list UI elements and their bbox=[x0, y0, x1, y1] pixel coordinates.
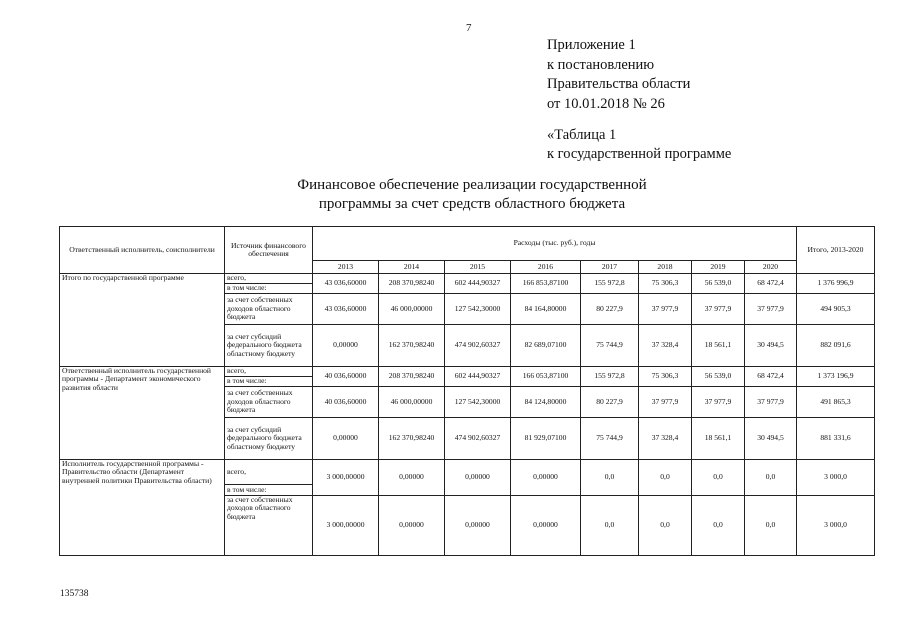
appendix-line: Приложение 1 bbox=[547, 37, 636, 53]
value-cell: 75 306,3 bbox=[639, 367, 692, 387]
value-cell: 0,0 bbox=[745, 460, 797, 496]
value-cell: 84 124,80000 bbox=[511, 387, 581, 418]
appendix-block bbox=[547, 36, 690, 114]
value-cell: 37 977,9 bbox=[639, 294, 692, 325]
value-cell: 155 972,8 bbox=[581, 274, 639, 294]
value-cell: 75 744,9 bbox=[581, 325, 639, 367]
value-cell: 166 053,87100 bbox=[511, 367, 581, 387]
appendix-line: от 10.01.2018 № 26 bbox=[547, 95, 665, 112]
value-cell: 68 472,4 bbox=[745, 367, 797, 387]
value-cell: 162 370,98240 bbox=[379, 418, 445, 460]
value-cell: 56 539,0 bbox=[692, 367, 745, 387]
value-cell: 3 000,0 bbox=[797, 496, 875, 556]
value-cell: 37 328,4 bbox=[639, 325, 692, 367]
value-cell: 82 689,07100 bbox=[511, 325, 581, 367]
value-cell: 80 227,9 bbox=[581, 294, 639, 325]
value-cell: 40 036,60000 bbox=[313, 367, 379, 387]
value-cell: 46 000,00000 bbox=[379, 294, 445, 325]
value-cell: 0,00000 bbox=[511, 496, 581, 556]
value-cell: 3 000,00000 bbox=[313, 460, 379, 496]
value-cell: 0,00000 bbox=[379, 460, 445, 496]
value-cell: 18 561,1 bbox=[692, 325, 745, 367]
header-expenses: Расходы (тыс. руб.), годы bbox=[313, 227, 797, 261]
financing-table bbox=[59, 226, 875, 556]
value-cell: 81 929,07100 bbox=[511, 418, 581, 460]
header-year: 2018 bbox=[639, 261, 692, 274]
value-cell: 0,0 bbox=[581, 460, 639, 496]
value-cell: 0,00000 bbox=[313, 325, 379, 367]
table-reference bbox=[547, 126, 731, 164]
value-cell: 494 905,3 bbox=[797, 294, 875, 325]
value-cell: 37 977,9 bbox=[692, 387, 745, 418]
source-cell: в том числе: bbox=[225, 284, 313, 294]
value-cell: 80 227,9 bbox=[581, 387, 639, 418]
value-cell: 30 494,5 bbox=[745, 418, 797, 460]
executor-cell: Итого по государственной программе bbox=[60, 274, 225, 367]
value-cell: 0,00000 bbox=[313, 418, 379, 460]
header-year: 2019 bbox=[692, 261, 745, 274]
source-cell: всего, bbox=[225, 274, 313, 284]
value-cell: 208 370,98240 bbox=[379, 367, 445, 387]
value-cell: 127 542,30000 bbox=[445, 294, 511, 325]
source-cell: за счет собственных доходов областного бюджета bbox=[225, 496, 313, 556]
document-code: 135738 bbox=[60, 589, 89, 599]
value-cell: 0,0 bbox=[581, 496, 639, 556]
value-cell: 208 370,98240 bbox=[379, 274, 445, 294]
value-cell: 0,00000 bbox=[379, 496, 445, 556]
value-cell: 0,00000 bbox=[445, 460, 511, 496]
header-year: 2016 bbox=[511, 261, 581, 274]
value-cell: 40 036,60000 bbox=[313, 387, 379, 418]
value-cell: 0,0 bbox=[692, 460, 745, 496]
value-cell: 0,00000 bbox=[511, 460, 581, 496]
value-cell: 75 306,3 bbox=[639, 274, 692, 294]
value-cell: 166 853,87100 bbox=[511, 274, 581, 294]
source-cell: в том числе: bbox=[225, 377, 313, 387]
value-cell: 3 000,0 bbox=[797, 460, 875, 496]
value-cell: 43 036,60000 bbox=[313, 274, 379, 294]
value-cell: 75 744,9 bbox=[581, 418, 639, 460]
executor-cell: Исполнитель государственной программы - Правительство области (Департамент внутренней политики Правительства области) bbox=[60, 460, 225, 556]
source-cell: за счет собственных доходов областного бюджета bbox=[225, 294, 313, 325]
table-reference-line: к государственной программе bbox=[547, 146, 732, 162]
title-line: Финансовое обеспечение реализации государственной bbox=[297, 177, 647, 193]
value-cell: 474 902,60327 bbox=[445, 418, 511, 460]
value-cell: 37 977,9 bbox=[639, 387, 692, 418]
value-cell: 1 376 996,9 bbox=[797, 274, 875, 294]
value-cell: 18 561,1 bbox=[692, 418, 745, 460]
document-title bbox=[262, 176, 682, 214]
value-cell: 0,0 bbox=[639, 460, 692, 496]
value-cell: 881 331,6 bbox=[797, 418, 875, 460]
value-cell: 30 494,5 bbox=[745, 325, 797, 367]
executor-cell: Ответственный исполнитель государственной программы - Департамент экономического развития области bbox=[60, 367, 225, 460]
header-executor: Ответственный исполнитель, соисполнители bbox=[60, 227, 225, 274]
value-cell: 43 036,60000 bbox=[313, 294, 379, 325]
value-cell: 3 000,00000 bbox=[313, 496, 379, 556]
source-cell: за счет субсидий федерального бюджета областному бюджету bbox=[225, 325, 313, 367]
value-cell: 46 000,00000 bbox=[379, 387, 445, 418]
value-cell: 882 091,6 bbox=[797, 325, 875, 367]
value-cell: 0,00000 bbox=[445, 496, 511, 556]
source-cell: в том числе: bbox=[225, 485, 313, 496]
table-reference-line: «Таблица 1 bbox=[547, 127, 617, 143]
value-cell: 56 539,0 bbox=[692, 274, 745, 294]
source-cell: всего, bbox=[225, 367, 313, 377]
value-cell: 68 472,4 bbox=[745, 274, 797, 294]
value-cell: 162 370,98240 bbox=[379, 325, 445, 367]
source-cell: за счет субсидий федерального бюджета областному бюджету bbox=[225, 418, 313, 460]
value-cell: 602 444,90327 bbox=[445, 274, 511, 294]
source-cell: всего, bbox=[225, 460, 313, 485]
value-cell: 0,0 bbox=[745, 496, 797, 556]
header-year: 2014 bbox=[379, 261, 445, 274]
appendix-line: Правительства области bbox=[547, 76, 691, 92]
appendix-line: к постановлению bbox=[547, 56, 655, 73]
header-year: 2015 bbox=[445, 261, 511, 274]
value-cell: 155 972,8 bbox=[581, 367, 639, 387]
value-cell: 0,0 bbox=[692, 496, 745, 556]
value-cell: 84 164,80000 bbox=[511, 294, 581, 325]
value-cell: 491 865,3 bbox=[797, 387, 875, 418]
value-cell: 37 977,9 bbox=[745, 294, 797, 325]
header-source: Источник финансового обеспечения bbox=[225, 227, 313, 274]
source-cell: за счет собственных доходов областного бюджета bbox=[225, 387, 313, 418]
value-cell: 0,0 bbox=[639, 496, 692, 556]
value-cell: 37 977,9 bbox=[692, 294, 745, 325]
value-cell: 127 542,30000 bbox=[445, 387, 511, 418]
header-year: 2013 bbox=[313, 261, 379, 274]
title-line: программы за счет средств областного бюджета bbox=[318, 196, 626, 212]
header-year: 2020 bbox=[745, 261, 797, 274]
page-number: 7 bbox=[466, 22, 472, 34]
value-cell: 37 977,9 bbox=[745, 387, 797, 418]
value-cell: 474 902,60327 bbox=[445, 325, 511, 367]
header-year: 2017 bbox=[581, 261, 639, 274]
header-total: Итого, 2013-2020 bbox=[797, 227, 875, 274]
value-cell: 37 328,4 bbox=[639, 418, 692, 460]
value-cell: 1 373 196,9 bbox=[797, 367, 875, 387]
value-cell: 602 444,90327 bbox=[445, 367, 511, 387]
